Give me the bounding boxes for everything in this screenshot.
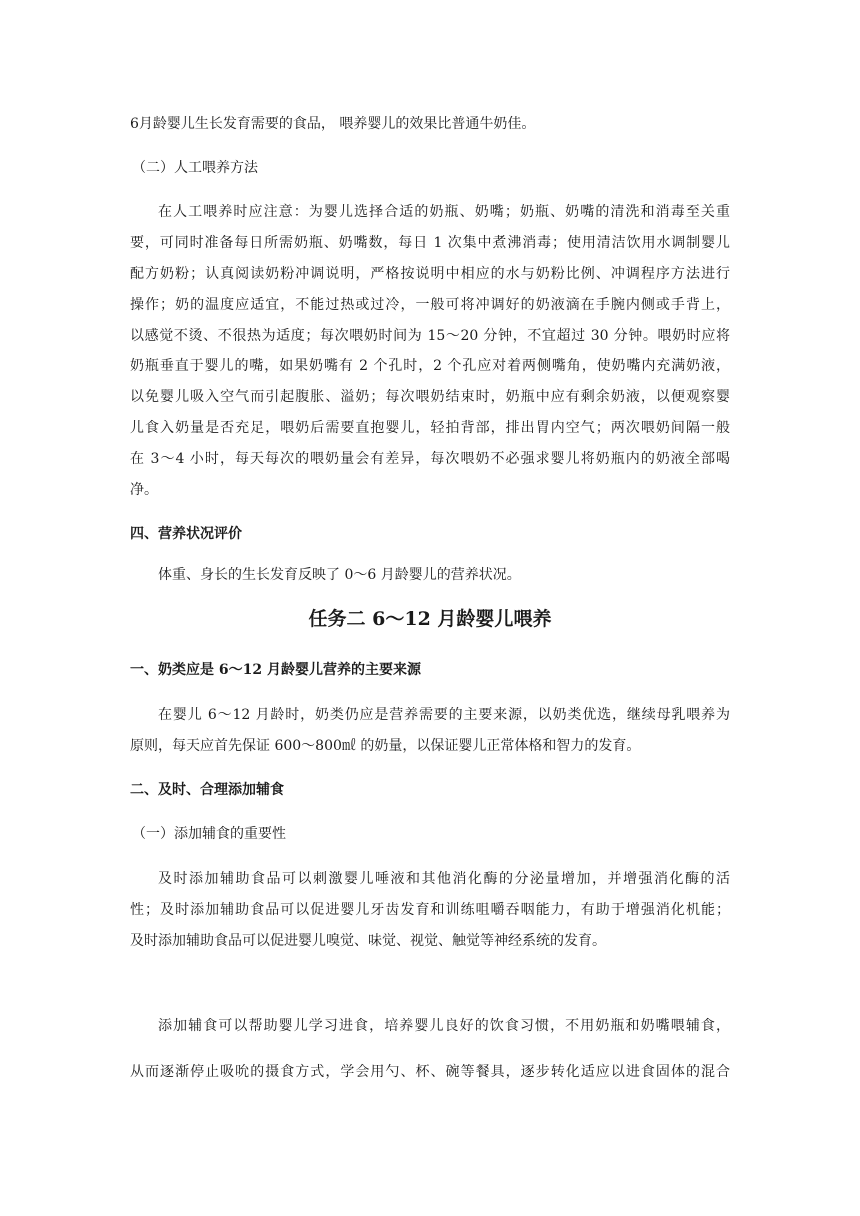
paragraph-line: 以免婴儿吸入空气而引起腹胀、溢奶；每次喂奶结束时，奶瓶中应有剩余奶液，以便观察婴 xyxy=(130,389,730,405)
paragraph-line: 配方奶粉；认真阅读奶粉冲调说明，严格按说明中相应的水与奶粉比例、冲调程序方法进行 xyxy=(130,266,730,282)
paragraph-line: 原则，每天应首先保证 600～800㎖ 的奶量，以保证婴儿正常体格和智力的发育。 xyxy=(130,738,641,754)
paragraph-line: 体重、身长的生长发育反映了 0～6 月龄婴儿的营养状况。 xyxy=(158,567,521,583)
paragraph-line: 儿食入奶量是否充足，喂奶后需要直抱婴儿，轻拍背部，排出胃内空气；两次喂奶间隔一般 xyxy=(130,420,730,436)
subsection-heading: （二）人工喂养方法 xyxy=(132,160,258,176)
subsection-heading: （一）添加辅食的重要性 xyxy=(132,826,286,842)
paragraph-line: 添加辅食可以帮助婴儿学习进食，培养婴儿良好的饮食习惯，不用奶瓶和奶嘴喂辅食， xyxy=(158,1018,730,1034)
paragraph-line: 在 3～4 小时，每天每次的喂奶量会有差异，每次喂奶不必强求婴儿将奶瓶内的奶液全部喝 xyxy=(130,451,730,467)
paragraph-line: 要，可同时准备每日所需奶瓶、奶嘴数，每日 1 次集中煮沸消毒；使用清洁饮用水调制婴儿 xyxy=(130,235,730,251)
paragraph-line: 及时添加辅助食品可以刺激婴儿唾液和其他消化酶的分泌量增加，并增强消化酶的活 xyxy=(158,871,730,887)
paragraph-line: 操作；奶的温度应适宜，不能过热或过冷，一般可将冲调好的奶液滴在手腕内侧或手背上， xyxy=(130,297,730,313)
paragraph-line: 从而逐渐停止吸吮的摄食方式，学会用勺、杯、碗等餐具，逐步转化适应以进食固体的混合 xyxy=(130,1064,730,1080)
paragraph-line: 以感觉不烫、不很热为适度；每次喂奶时间为 15～20 分钟，不宜超过 30 分钟。喂奶时应将 xyxy=(130,328,730,344)
paragraph-line: 及时添加辅助食品可以促进婴儿嗅觉、味觉、视觉、触觉等神经系统的发育。 xyxy=(130,933,606,949)
paragraph-line: 奶瓶垂直于婴儿的嘴，如果奶嘴有 2 个孔时，2 个孔应对着两侧嘴角，使奶嘴内充满奶液， xyxy=(130,358,730,374)
section-heading: 一、奶类应是 6～12 月龄婴儿营养的主要来源 xyxy=(130,662,421,678)
paragraph-line: 6月龄婴儿生长发育需要的食品， 喂养婴儿的效果比普通牛奶佳。 xyxy=(130,116,536,132)
paragraph-line: 在人工喂养时应注意：为婴儿选择合适的奶瓶、奶嘴；奶瓶、奶嘴的清洗和消毒至关重 xyxy=(158,204,730,220)
section-heading: 二、及时、合理添加辅食 xyxy=(130,782,284,798)
paragraph-line: 在婴儿 6～12 月龄时，奶类仍应是营养需要的主要来源，以奶类优选，继续母乳喂养为 xyxy=(158,707,730,723)
paragraph-line: 性；及时添加辅助食品可以促进婴儿牙齿发育和训练咀嚼吞咽能力，有助于增强消化机能； xyxy=(130,902,730,918)
paragraph-line: 净。 xyxy=(130,482,158,498)
section-heading: 四、营养状况评价 xyxy=(130,526,242,542)
task-title: 任务二 6～12 月龄婴儿喂养 xyxy=(308,608,552,630)
